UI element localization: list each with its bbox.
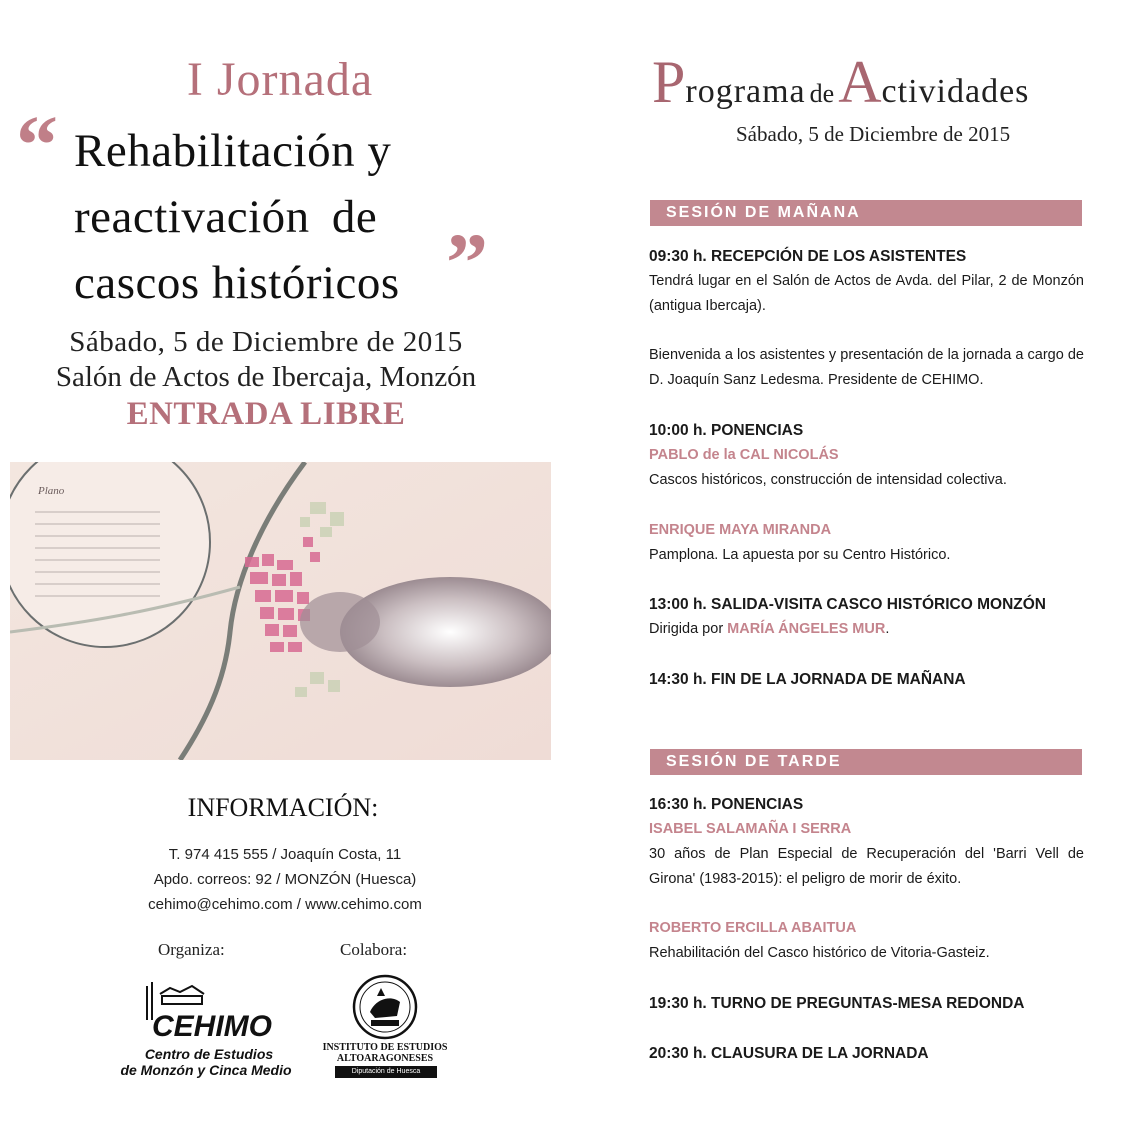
iea-seal-icon bbox=[345, 972, 425, 1042]
event-title-line-2: reactivación de bbox=[74, 191, 378, 243]
visit-heading: 13:00 h. SALIDA-VISITA CASCO HISTÓRICO MONZÓN bbox=[649, 596, 1046, 613]
program-title bbox=[652, 48, 1092, 117]
reception-text: Tendrá lugar en el Salón de Actos de Avda. del Pilar, 2 de Monzón (antigua Ibercaja). bbox=[649, 273, 1084, 314]
reception-heading: 09:30 h. RECEPCIÓN DE LOS ASISTENTES bbox=[649, 248, 967, 265]
cehimo-subtitle-2: de Monzón y Cinca Medio bbox=[120, 1062, 292, 1078]
event-venue: Salón de Actos de Ibercaja, Monzón bbox=[55, 361, 477, 393]
afternoon-talks-heading: 16:30 h. PONENCIAS bbox=[649, 796, 804, 813]
contact-postal: Apdo. correos: 92 / MONZÓN (Huesca) bbox=[153, 871, 417, 888]
program-date: Sábado, 5 de Diciembre de 2015 bbox=[736, 122, 1011, 146]
round-table-heading: 19:30 h. TURNO DE PREGUNTAS-MESA REDONDA bbox=[649, 995, 1025, 1012]
speaker-1: PABLO de la CAL NICOLÁS bbox=[649, 447, 839, 463]
talk-2: Pamplona. La apuesta por su Centro Histórico. bbox=[649, 547, 951, 563]
speaker-3: ISABEL SALAMAÑA I SERRA bbox=[649, 821, 852, 837]
afternoon-session-label: SESIÓN DE TARDE bbox=[666, 753, 842, 770]
morning-talks-heading: 10:00 h. PONENCIAS bbox=[649, 422, 804, 439]
event-date: Sábado, 5 de Diciembre de 2015 bbox=[69, 326, 463, 358]
organizer-label: Organiza: bbox=[158, 940, 225, 959]
morning-end-heading: 14:30 h. FIN DE LA JORNADA DE MAÑANA bbox=[649, 671, 966, 688]
talk-1: Cascos históricos, construcción de intensidad colectiva. bbox=[649, 472, 1007, 488]
svg-text:Plano: Plano bbox=[38, 485, 65, 497]
program-title-initial-p: P bbox=[652, 49, 686, 115]
visit-suffix: . bbox=[885, 621, 890, 637]
talk-4: Rehabilitación del Casco histórico de Vitoria-Gasteiz. bbox=[649, 945, 990, 961]
program-title-initial-a: A bbox=[838, 49, 882, 115]
cehimo-name: CEHIMO bbox=[152, 1010, 272, 1043]
afternoon-session-bar bbox=[650, 749, 1082, 775]
historic-map-image bbox=[10, 462, 551, 760]
program-title-word-1: rograma bbox=[685, 73, 806, 110]
closing-heading: 20:30 h. CLAUSURA DE LA JORNADA bbox=[649, 1045, 929, 1062]
event-title-line-3: cascos históricos bbox=[74, 257, 400, 309]
contact-phone-address: T. 974 415 555 / Joaquín Costa, 11 bbox=[168, 846, 402, 863]
free-entry-label: ENTRADA LIBRE bbox=[126, 396, 406, 432]
event-subtitle: I Jornada bbox=[186, 53, 374, 106]
visit-prefix: Dirigida por bbox=[649, 621, 728, 637]
morning-session-label: SESIÓN DE MAÑANA bbox=[666, 204, 861, 221]
cehimo-subtitle-1: Centro de Estudios bbox=[144, 1046, 274, 1062]
welcome-text: Bienvenida a los asistentes y presentación de la jornada a cargo de D. Joaquín Sanz Ledesma. Presidente de CEHIMO. bbox=[649, 347, 1084, 388]
morning-session-bar bbox=[650, 200, 1082, 226]
program-title-word-2: de bbox=[809, 79, 835, 108]
visit-guide-line bbox=[649, 617, 1084, 642]
iea-name-line-2: ALTOARAGONESES bbox=[336, 1053, 434, 1064]
speaker-2: ENRIQUE MAYA MIRANDA bbox=[649, 522, 832, 538]
event-title-line-1: Rehabilitación y bbox=[74, 125, 392, 177]
iea-name-line-1: INSTITUTO DE ESTUDIOS bbox=[322, 1042, 448, 1053]
open-quote-mark: “ bbox=[16, 99, 58, 192]
information-heading: INFORMACIÓN: bbox=[187, 793, 379, 822]
close-quote-mark: ” bbox=[446, 217, 488, 310]
visit-guide: MARÍA ÁNGELES MUR bbox=[727, 621, 886, 637]
iea-badge: Diputación de Huesca bbox=[335, 1066, 437, 1078]
collaborator-label: Colabora: bbox=[340, 940, 408, 959]
contact-email-web[interactable]: cehimo@cehimo.com / www.cehimo.com bbox=[148, 896, 422, 913]
program-title-word-3: ctividades bbox=[881, 73, 1030, 110]
talk-3: 30 años de Plan Especial de Recuperación del 'Barri Vell de Girona' (1983-2015): el peligro de morir de éxito. bbox=[649, 846, 1084, 887]
speaker-4: ROBERTO ERCILLA ABAITUA bbox=[649, 920, 857, 936]
